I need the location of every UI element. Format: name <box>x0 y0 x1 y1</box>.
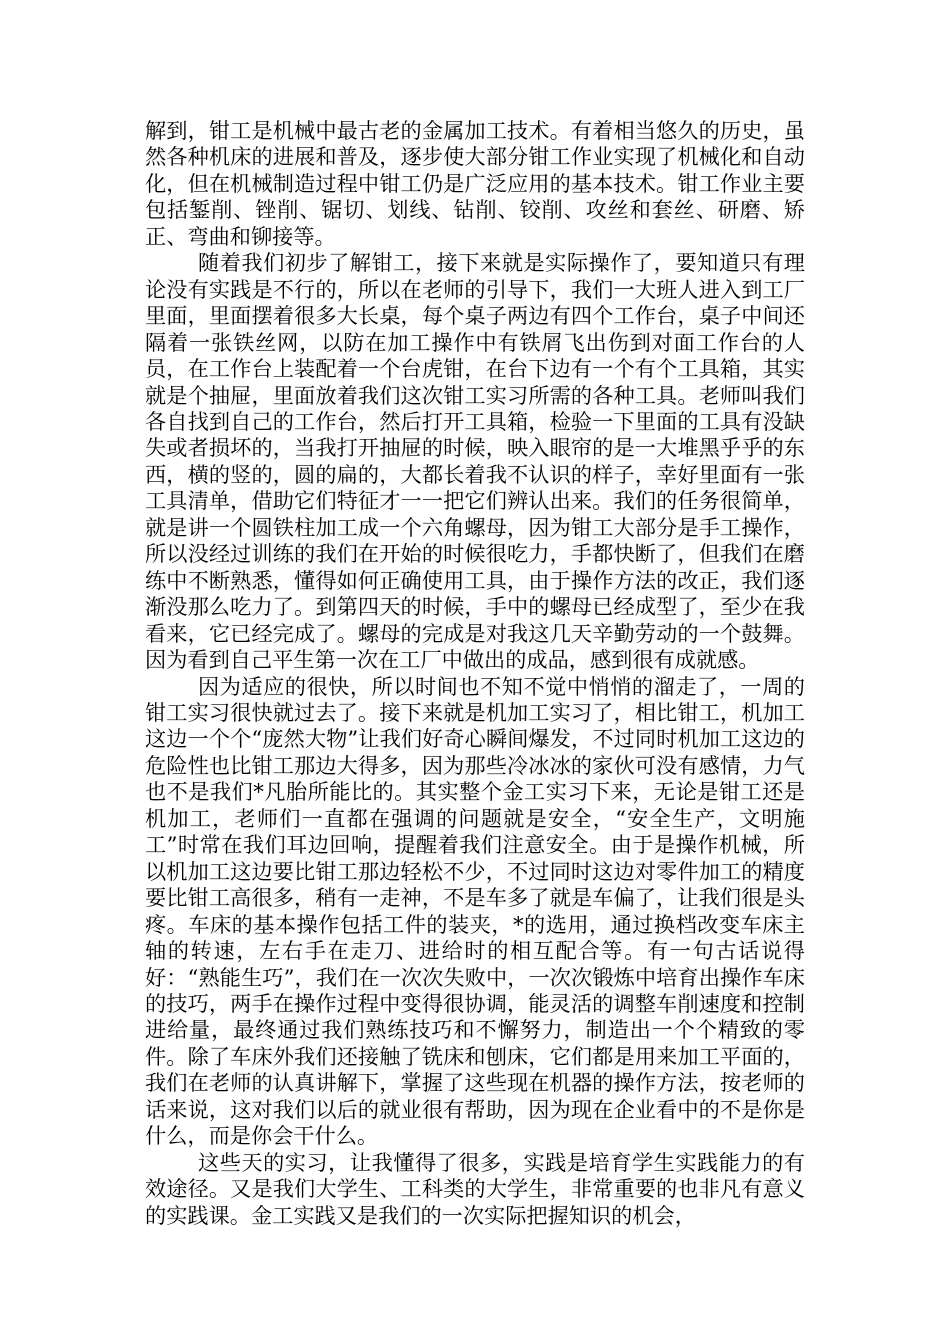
document-page <box>145 118 805 1229</box>
paragraph-3: 因为适应的很快，所以时间也不知不觉中悄悄的溜走了，一周的钳工实习很快就过去了。接下来就是机加工实习了，相比钳工，机加工这边一个个“庞然大物”让我们好奇心瞬间爆发，不过同时机加工这边的危险性也比钳工那边大得多，因为那些冷冰冰的家伙可没有感情，力气也不是我们*凡胎所能比的。其实整个金工实习下来，无论是钳工还是机加工，老师们一直都在强调的问题就是安全，“安全生产，文明施工”时常在我们耳边回响，提醒着我们注意安全。由于是操作机械，所以机加工这边要比钳工那边轻松不少，不过同时这边对零件加工的精度要比钳工高很多，稍有一走神，不是车多了就是车偏了，让我们很是头疼。车床的基本操作包括工件的装夹，*的选用，通过换档改变车床主轴的转速，左右手在走刀、进给时的相互配合等。有一句古话说得好：“熟能生巧”，我们在一次次失败中，一次次锻炼中培育出操作车床的技巧，两手在操作过程中变得很协调，能灵活的调整车削速度和控制进给量，最终通过我们熟练技巧和不懈努力，制造出一个个精致的零件。除了车床外我们还接触了铣床和刨床，它们都是用来加工平面的，我们在老师的认真讲解下，掌握了这些现在机器的操作方法，按老师的话来说，这对我们以后的就业很有帮助，因为现在企业看中的不是你是什么，而是你会干什么。 <box>145 673 805 1149</box>
paragraph-1: 解到，钳工是机械中最古老的金属加工技术。有着相当悠久的历史，虽然各种机床的进展和普及，逐步使大部分钳工作业实现了机械化和自动化，但在机械制造过程中钳工仍是广泛应用的基本技术。钳工作业主要包括錾削、锉削、锯切、划线、钻削、铰削、攻丝和套丝、研磨、矫正、弯曲和铆接等。 <box>145 118 805 249</box>
paragraph-2: 随着我们初步了解钳工，接下来就是实际操作了，要知道只有理论没有实践是不行的，所以在老师的引导下，我们一大班人进入到工厂里面，里面摆着很多大长桌，每个桌子两边有四个工作台，桌子中间还隔着一张铁丝网，以防在加工操作中有铁屑飞出伤到对面工作台的人员，在工作台上装配着一个台虎钳，在台下边有一个有个工具箱，其实就是个抽屉，里面放着我们这次钳工实习所需的各种工具。老师叫我们各自找到自己的工作台，然后打开工具箱，检验一下里面的工具有没缺失或者损坏的，当我打开抽屉的时候，映入眼帘的是一大堆黑乎乎的东西，横的竖的，圆的扁的，大都长着我不认识的样子，幸好里面有一张工具清单，借助它们特征才一一把它们辨认出来。我们的任务很简单，就是讲一个圆铁柱加工成一个六角螺母，因为钳工大部分是手工操作，所以没经过训练的我们在开始的时候很吃力，手都快断了，但我们在磨练中不断熟悉，懂得如何正确使用工具，由于操作方法的改正，我们逐渐没那么吃力了。到第四天的时候，手中的螺母已经成型了，至少在我看来，它已经完成了。螺母的完成是对我这几天辛勤劳动的一个鼓舞。因为看到自己平生第一次在工厂中做出的成品，感到很有成就感。 <box>145 250 805 673</box>
paragraph-4: 这些天的实习，让我懂得了很多，实践是培育学生实践能力的有效途径。又是我们大学生、工科类的大学生，非常重要的也非凡有意义的实践课。金工实践又是我们的一次实际把握知识的机会， <box>145 1149 805 1228</box>
